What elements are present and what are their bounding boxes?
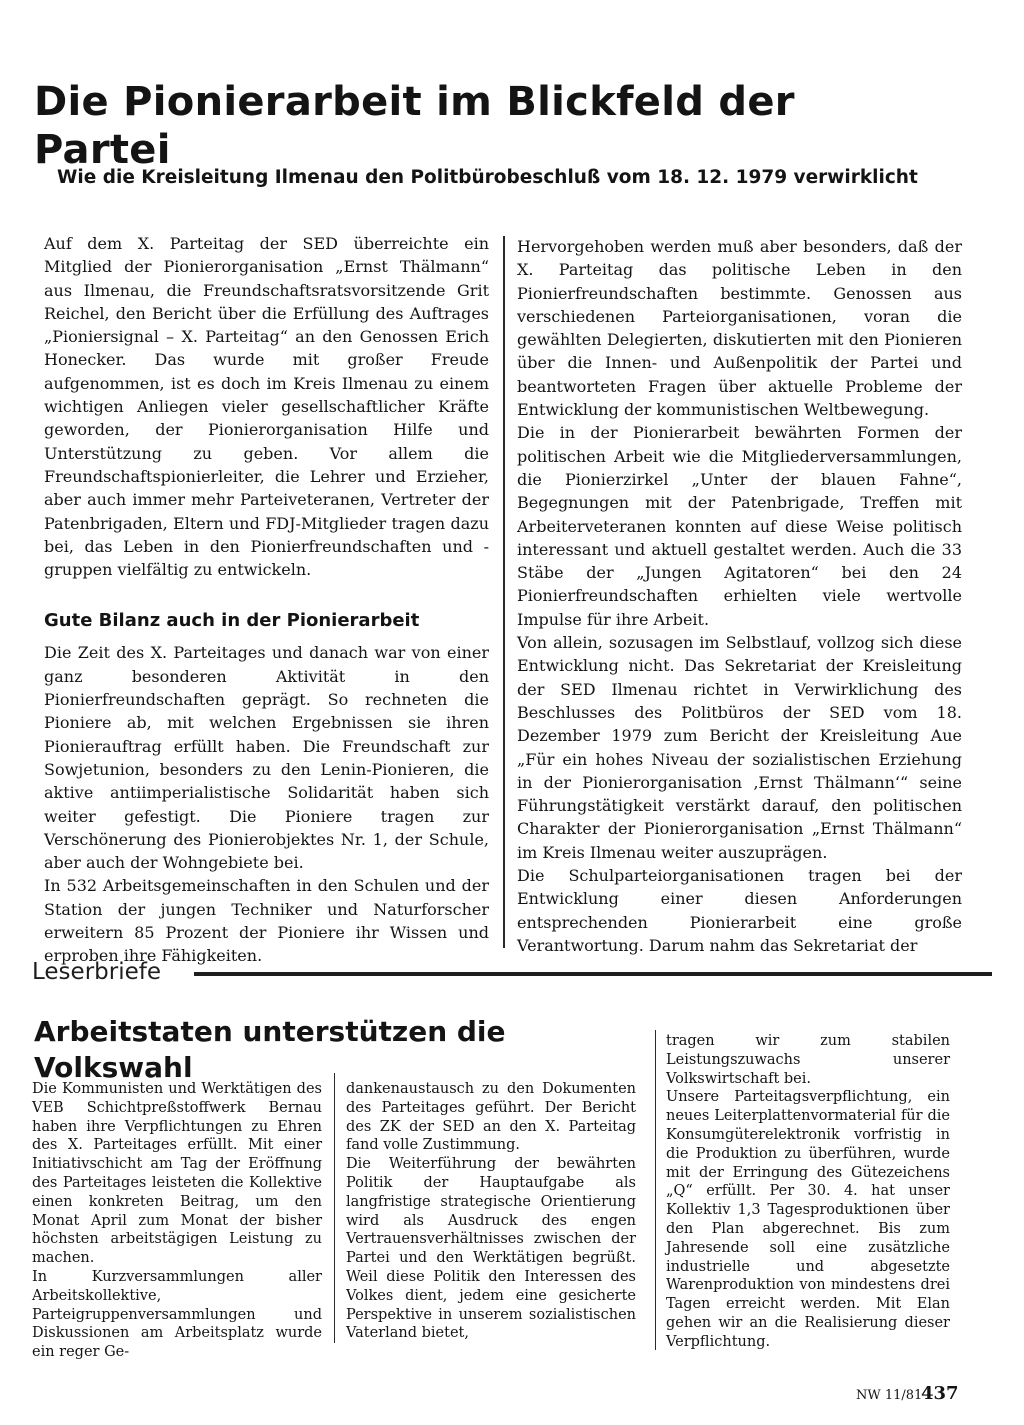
letter-paragraph: Die Weiterführung der bewährten Politik der Hauptaufgabe als langfristige strategische Orientierung wird als Ausdruck des engen Vertrauensverhältnisses zwischen der Partei und den Werktätigen begrüßt. Weil diese Politik den Interessen des Volkes dient, jedem eine gesicherte Perspektive in unserem sozialistischen Vaterland bietet, [346,1156,636,1342]
section-rule [194,972,992,976]
issue-label: NW 11/81 [856,1388,923,1403]
letter-column-1 [32,1080,322,1362]
column-divider [334,1073,335,1343]
article-paragraph: Auf dem X. Parteitag der SED überreichte ein Mitglied der Pionierorganisation „Ernst Thälmann“ aus Ilmenau, die Freundschaftsratsvorsitzende Grit Reichel, den Bericht über die Erfüllung des Auftrages „Pioniersignal – X. Parteitag“ an den Genossen Erich Honecker. Das wurde mit großer Freude aufgenommen, ist es doch im Kreis Ilmenau zu einem wichtigen Anliegen vieler gesellschaftlicher Kräfte geworden, der Pionierorganisation Hilfe und Unterstützung zu geben. Vor allem die Freundschaftspionierleiter, die Lehrer und Erzieher, aber auch immer mehr Parteiveteranen, Vertreter der Patenbrigaden, Eltern und FDJ-Mitglieder tragen dazu bei, das Leben in den Pionierfreundschaften und -gruppen vielfältig zu entwickeln. [44,234,489,580]
article-paragraph: Die Schulparteiorganisationen tragen bei der Entwicklung einer diesen Anforderungen entsprechenden Pionierarbeit eine große Verantwortung. Darum nahm das Sekretariat der [517,866,962,955]
article-paragraph: Die in der Pionierarbeit bewährten Formen der politischen Arbeit wie die Mitgliederversammlungen, die Pionierzirkel „Unter der blauen Fahne“, Begegnungen mit der Patenbrigade, Treffen mit Arbeiterveteranen konnten auf diese Weise politisch interessant und aktuell gestaltet werden. Auch die 33 Stäbe der „Jungen Agitatoren“ bei den 24 Pionierfreundschaften erhielten viele wertvolle Impulse für ihre Arbeit. [517,423,962,629]
article-column-1 [44,232,489,968]
column-divider [503,236,505,948]
letter-paragraph: tragen wir zum stabilen Leistungszuwachs unserer Volkswirtschaft bei. [666,1033,950,1087]
letter-paragraph: In Kurzversammlungen aller Arbeitskollektive, Parteigruppenversammlungen und Diskussionen am Arbeitsplatz wurde ein reger Ge- [32,1268,322,1361]
letter-column-2 [346,1080,636,1343]
article-subhead: Gute Bilanz auch in der Pionierarbeit [44,610,420,632]
article-headline: Die Pionierarbeit im Blickfeld der Partei [34,79,795,173]
letter-column-3 [666,1032,950,1352]
letter-title: Arbeitstaten unterstützen die Volkswahl [34,1015,506,1084]
article-subheadline: Wie die Kreisleitung Ilmenau den Politbürobeschluß vom 18. 12. 1979 verwirklicht [57,167,918,188]
article-paragraph: Die Zeit des X. Parteitages und danach war von einer ganz besonderen Aktivität in den Pionierfreundschaften geprägt. So rechneten die Pioniere ab, mit welchen Ergebnissen sie ihren Pionierauftrag erfüllt haben. Die Freundschaft zur Sowjetunion, besonders zu den Lenin-Pionieren, die aktive antiimperialistische Solidarität haben sich weiter gefestigt. Die Pioniere tragen zur Verschönerung des Pionierobjektes Nr. 1, der Schule, aber auch der Wohngebiete bei. [44,643,489,873]
section-label-leserbriefe: Leserbriefe [32,959,161,985]
article-column-2 [517,235,962,957]
column-divider [655,1030,656,1350]
letter-paragraph: Die Kommunisten und Werktätigen des VEB Schichtpreßstoffwerk Bernau haben ihre Verpflichtungen zu Ehren des X. Parteitages erfüllt. Mit einer Initiativschicht am Tag der Eröffnung des Parteitages leisteten die Kollektive einen konkreten Beitrag, um den Monat April zum Monat der bisher höchsten arbeitstägigen Leistung zu machen. [32,1081,322,1267]
article-paragraph: Hervorgehoben werden muß aber besonders, daß der X. Parteitag das politische Leben in den Pionierfreundschaften bestimmte. Genossen aus verschiedenen Parteiorganisationen, voran die gewählten Delegierten, diskutierten mit den Pionieren über die Innen- und Außenpolitik der Partei und beantworteten Fragen über aktuelle Probleme der Entwicklung der kommunistischen Weltbewegung. [517,237,962,420]
article-paragraph: In 532 Arbeitsgemeinschaften in den Schulen und der Station der jungen Techniker und Naturforscher erweitern 85 Prozent der Pioniere ihr Wissen und erproben ihre Fähigkeiten. [44,876,489,966]
page-number: 437 [921,1383,959,1404]
letter-paragraph: Unsere Parteitagsverpflichtung, ein neues Leiterplattenvormaterial für die Konsumgüterelektronik vorfristig in die Produktion zu überführen, wurde mit der Erringung des Gütezeichens „Q“ erfüllt. Per 30. 4. hat unser Kollektiv 1,3 Tagesproduktionen über den Plan abgerechnet. Bis zum Jahresende soll eine zusätzliche industrielle und abgesetzte Warenproduktion von mindestens drei Tagen erreicht werden. Mit Elan gehen wir an die Realisierung dieser Verpflichtung. [666,1089,950,1350]
letter-paragraph: dankenaustausch zu den Dokumenten des Parteitages geführt. Der Bericht des ZK der SED an den X. Parteitag fand volle Zustimmung. [346,1081,636,1154]
article-paragraph: Von allein, sozusagen im Selbstlauf, vollzog sich diese Entwicklung nicht. Das Sekretariat der Kreisleitung der SED Ilmenau richtet in Verwirklichung des Beschlusses des Politbüros der SED vom 18. Dezember 1979 zum Bericht der Kreisleitung Aue „Für ein hohes Niveau der sozialistischen Erziehung in der Pionierorganisation ‚Ernst Thälmann‘“ seine Führungstätigkeit verstärkt darauf, den politischen Charakter der Pionierorganisation „Ernst Thälmann“ im Kreis Ilmenau weiter auszuprägen. [517,633,962,862]
